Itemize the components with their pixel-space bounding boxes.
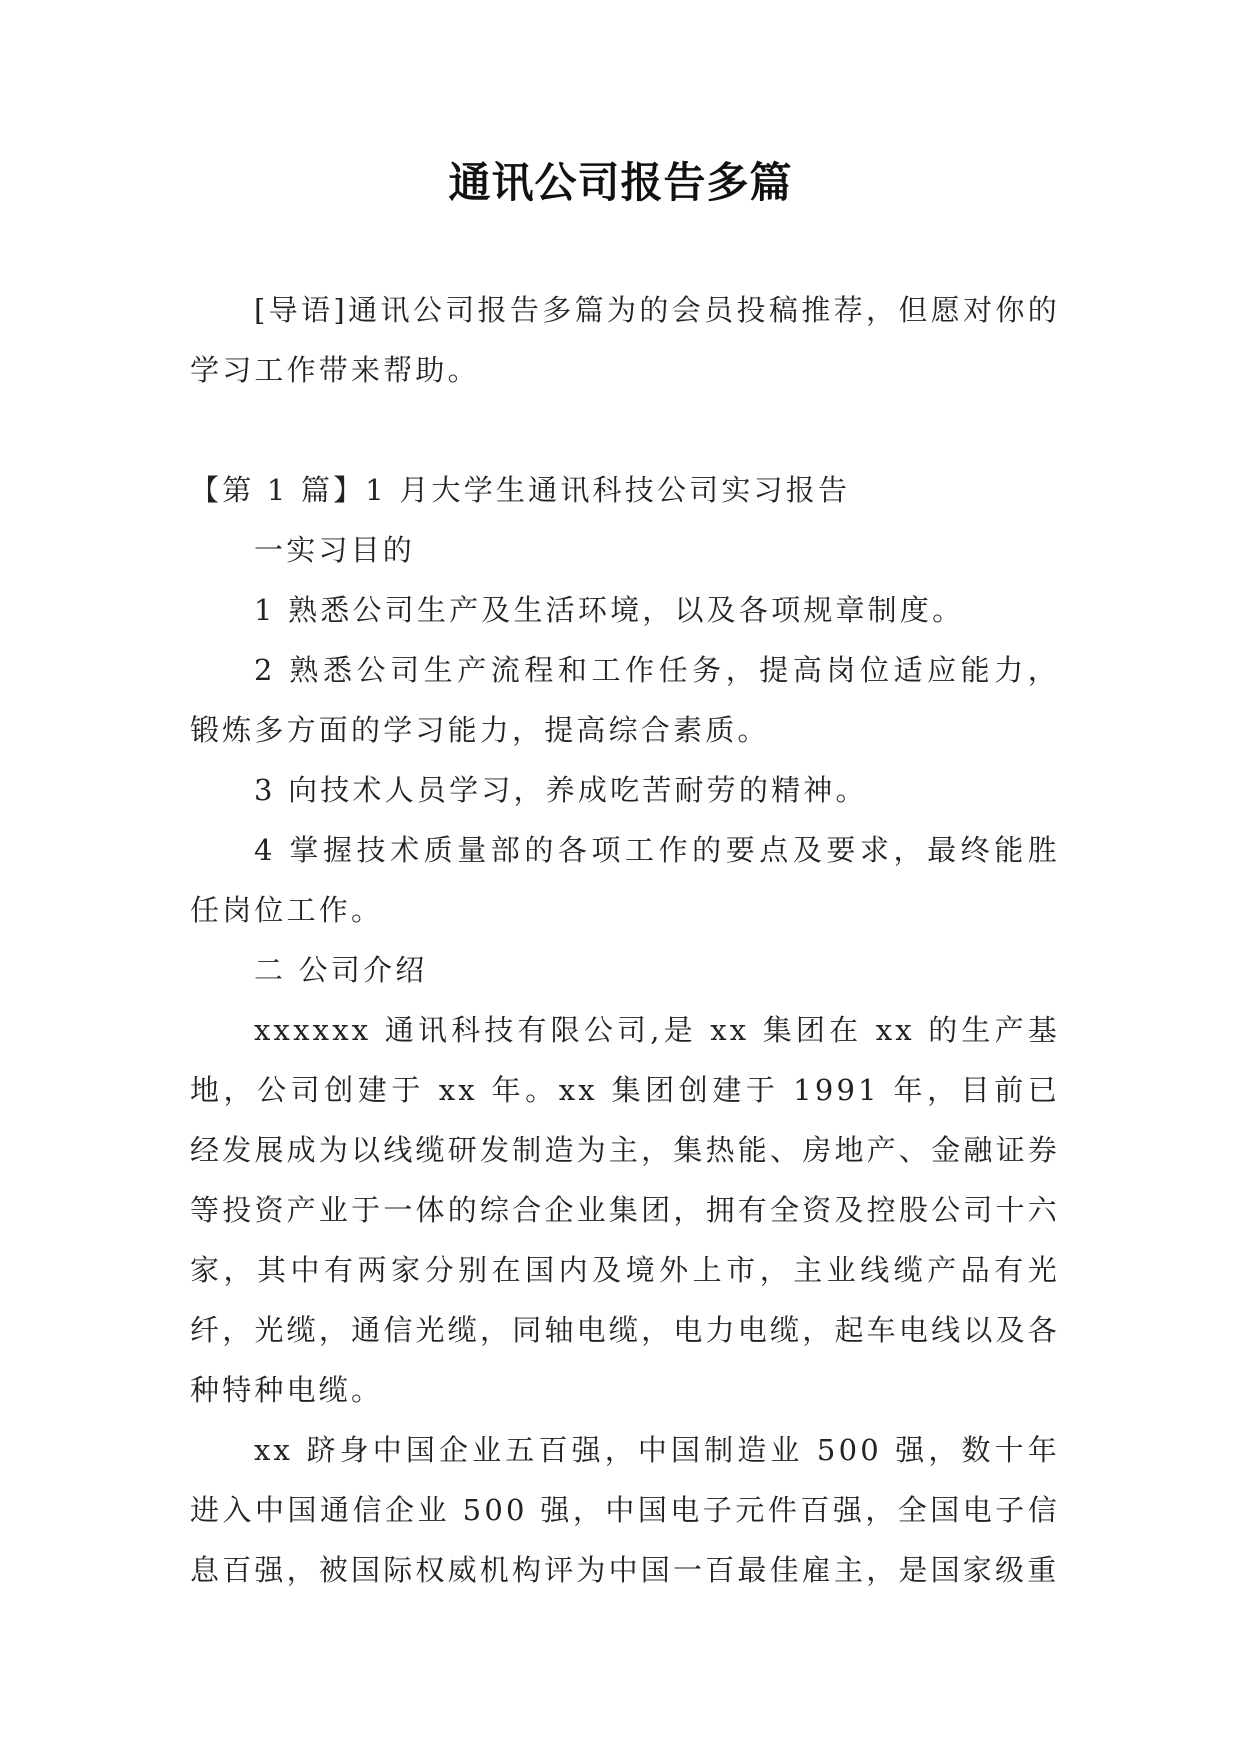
document-title: 通讯公司报告多篇 <box>448 158 793 207</box>
intro-paragraph: [导语]通讯公司报告多篇为的会员投稿推荐，但愿对你的学习工作带来帮助。 <box>190 293 1060 387</box>
paragraph-company-ranking: xx 跻身中国企业五百强，中国制造业 500 强，数十年进入中国通信企业 500 强，中国电子元件百强，全国电子信息百强，被国际权威机构评为中国一百最佳雇主，是国家级重 <box>190 1433 1060 1587</box>
paragraph-item-1: 1 熟悉公司生产及生活环境，以及各项规章制度。 <box>254 593 965 627</box>
paragraph-item-3: 3 向技术人员学习，养成吃苦耐劳的精神。 <box>254 773 868 807</box>
subheading-company: 二 公司介绍 <box>254 953 428 987</box>
section-heading: 【第 1 篇】1 月大学生通讯科技公司实习报告 <box>190 473 851 507</box>
paragraph-company-intro: xxxxxx 通讯科技有限公司,是 xx 集团在 xx 的生产基地，公司创建于 xx 年。xx 集团创建于 1991 年，目前已经发展成为以线缆研发制造为主，集热能、房地产、金融证券等投资产业于一体的综合企业集团，拥有全资及控股公司十六家，其中有两家分别在国内及境外上市，主业线缆产品有光纤，光缆，通信光缆，同轴电缆，电力电缆，起车电线以及各种特种电缆。 <box>190 1013 1060 1407</box>
subheading-purpose: 一实习目的 <box>254 533 416 567</box>
paragraph-item-4: 4 掌握技术质量部的各项工作的要点及要求，最终能胜任岗位工作。 <box>190 833 1060 927</box>
paragraph-item-2: 2 熟悉公司生产流程和工作任务，提高岗位适应能力，锻炼多方面的学习能力，提高综合素质。 <box>190 653 1060 747</box>
document-body <box>190 280 1060 1600</box>
spacer <box>190 400 1060 460</box>
